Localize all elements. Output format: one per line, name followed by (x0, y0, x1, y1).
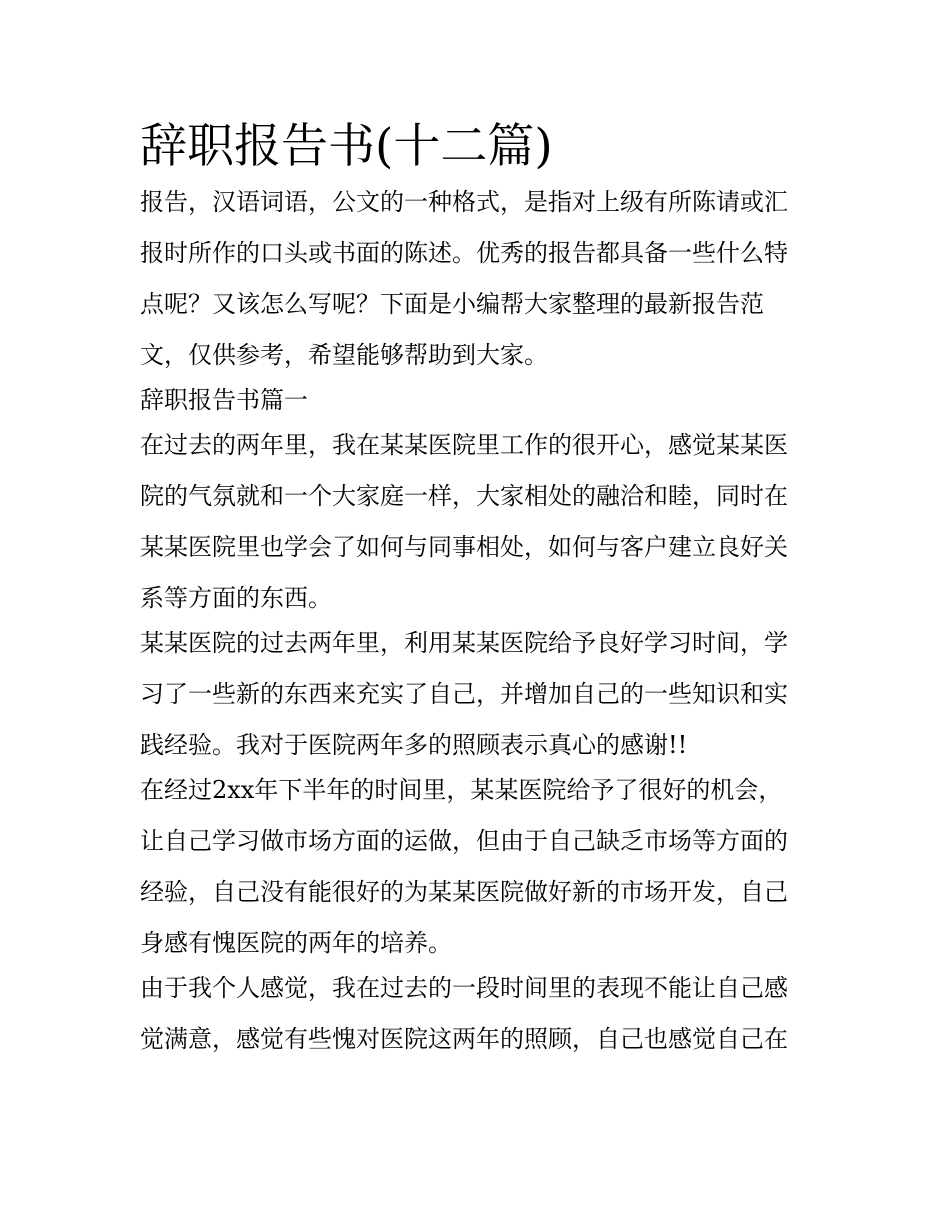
intro-line-2: 报时所作的口头或书面的陈述。优秀的报告都具备一些什么特 (140, 239, 788, 267)
paragraph-1-line-2: 院的气氛就和一个大家庭一样，大家相处的融洽和睦，同时在 (140, 482, 788, 510)
document-body (140, 114, 815, 1052)
document-title: 辞职报告书(十二篇) (140, 119, 553, 174)
paragraph-2-line-3: 践经验。我对于医院两年多的照顾表示真心的感谢!! (140, 731, 688, 759)
paragraph-1-line-4: 系等方面的东西。 (140, 584, 332, 612)
intro-line-3: 点呢？又该怎么写呢？下面是小编帮大家整理的最新报告范 (140, 290, 764, 318)
paragraph-3-line-1: 在经过2xx年下半年的时间里，某某医院给予了很好的机会， (140, 776, 783, 804)
paragraph-1-line-1: 在过去的两年里，我在某某医院里工作的很开心，感觉某某医 (140, 431, 788, 459)
paragraph-3-line-4: 身感有愧医院的两年的培养。 (140, 929, 452, 957)
section-heading: 辞职报告书篇一 (140, 386, 308, 414)
paragraph-3-line-2: 让自己学习做市场方面的运做，但由于自己缺乏市场等方面的 (140, 827, 788, 855)
paragraph-2-line-1: 某某医院的过去两年里，利用某某医院给予良好学习时间，学 (140, 629, 788, 657)
paragraph-1-line-3: 某某医院里也学会了如何与同事相处，如何与客户建立良好关 (140, 533, 788, 561)
paragraph-3-line-3: 经验，自己没有能很好的为某某医院做好新的市场开发，自己 (140, 878, 788, 906)
paragraph-4-line-2: 觉满意，感觉有些愧对医院这两年的照顾，自己也感觉自己在 (140, 1025, 788, 1053)
intro-line-4: 文，仅供参考，希望能够帮助到大家。 (140, 341, 548, 369)
paragraph-2-line-2: 习了一些新的东西来充实了自己，并增加自己的一些知识和实 (140, 680, 788, 708)
intro-line-1: 报告，汉语词语，公文的一种格式，是指对上级有所陈请或汇 (140, 188, 788, 216)
paragraph-4-line-1: 由于我个人感觉，我在过去的一段时间里的表现不能让自己感 (140, 974, 788, 1002)
